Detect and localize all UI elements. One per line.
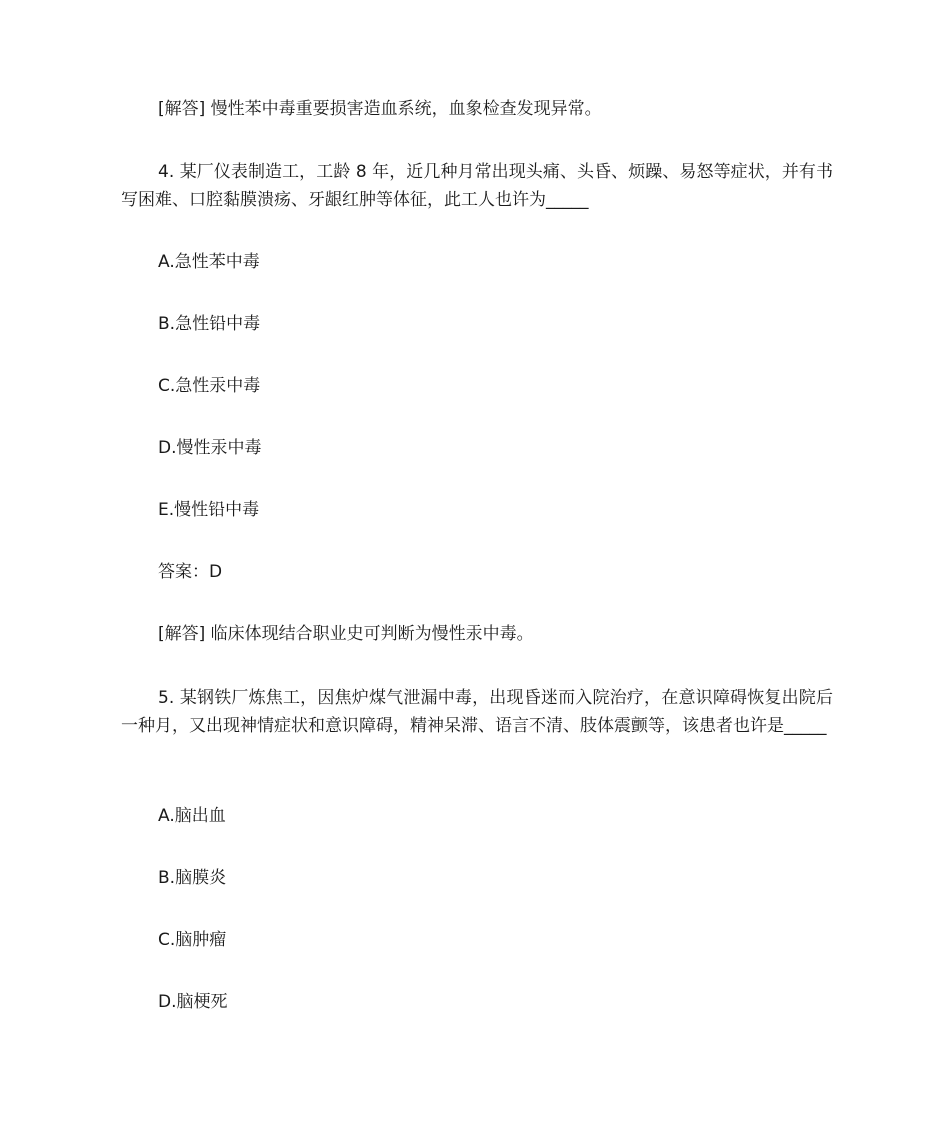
q4-stem: 4. 某厂仪表制造工，工龄 8 年，近几种月常出现头痛、头昏、烦躁、易怒等症状，并有书写困难、口腔黏膜溃疡、牙龈红肿等体征，此工人也许为_____	[121, 162, 833, 210]
q4-option-a: A.急性苯中毒	[158, 252, 260, 272]
q4-answer: 答案：D	[158, 562, 223, 582]
q4-option-d: D.慢性汞中毒	[158, 438, 262, 458]
q5-option-a: A.脑出血	[158, 806, 226, 826]
q4-option-e: E.慢性铅中毒	[158, 500, 260, 520]
q4-explanation: [解答] 临床体现结合职业史可判断为慢性汞中毒。	[158, 624, 534, 644]
q5-option-d: D.脑梗死	[158, 992, 228, 1012]
q4-option-c: C.急性汞中毒	[158, 376, 261, 396]
q5-option-c: C.脑肿瘤	[158, 930, 227, 950]
q3-explanation: [解答] 慢性苯中毒重要损害造血系统，血象检查发现异常。	[158, 99, 602, 119]
q4-option-b: B.急性铅中毒	[158, 314, 261, 334]
q5-option-b: B.脑膜炎	[158, 868, 227, 888]
q5-stem: 5. 某钢铁厂炼焦工，因焦炉煤气泄漏中毒，出现昏迷而入院治疗，在意识障碍恢复出院后一种月，又出现神情症状和意识障碍，精神呆滞、语言不清、肢体震颤等，该患者也许是_____	[121, 688, 833, 736]
